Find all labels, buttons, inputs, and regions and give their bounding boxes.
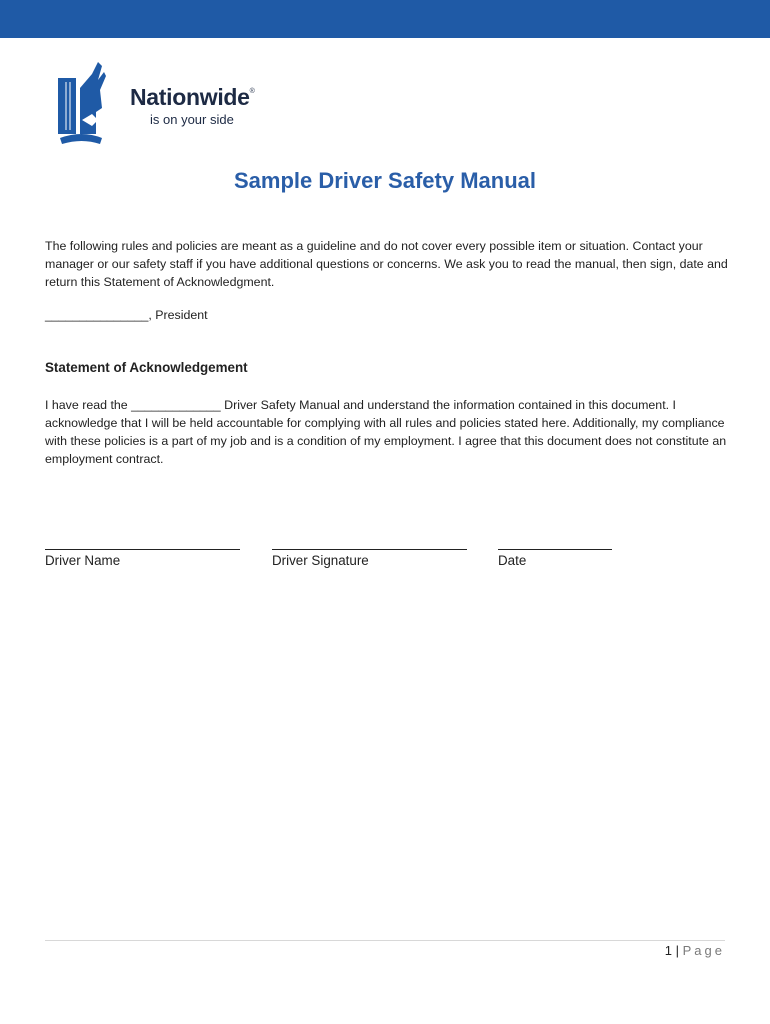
driver-signature-line [272, 549, 467, 550]
driver-name-line [45, 549, 240, 550]
brand-tagline: is on your side [150, 112, 234, 127]
eagle-icon [52, 60, 122, 150]
president-line: _______________, President [45, 308, 208, 322]
date-line [498, 549, 612, 550]
acknowledgement-paragraph: I have read the _____________ Driver Safety Manual and understand the information contained in this document. I acknowledge that I will be held accountable for complying with all rules and policies stated here. Additionally, my compliance with these policies is a part of my job and is a condition of my employment. I agree that this document does not constitute an employment contract. [45, 398, 727, 466]
intro-paragraph: The following rules and policies are meant as a guideline and do not cover every possible item or situation. Contact your manager or our safety staff if you have additional questions or concerns. We ask you to read the manual, then sign, date and return this Statement of Acknowledgment. [45, 239, 728, 289]
driver-name-label: Driver Name [45, 553, 121, 568]
header-bar [0, 0, 770, 38]
driver-signature-label: Driver Signature [272, 553, 369, 568]
acknowledgement-heading: Statement of Acknowledgement [45, 360, 248, 375]
footer-divider [45, 940, 725, 941]
page-label: Page [682, 943, 725, 958]
page-number: 1 [664, 943, 672, 958]
brand-name: Nationwide® [130, 84, 255, 110]
document-title: Sample Driver Safety Manual [233, 168, 536, 193]
nationwide-logo [52, 60, 282, 150]
page-footer [665, 943, 725, 958]
page-separator: | [675, 943, 679, 958]
date-label: Date [498, 553, 527, 568]
